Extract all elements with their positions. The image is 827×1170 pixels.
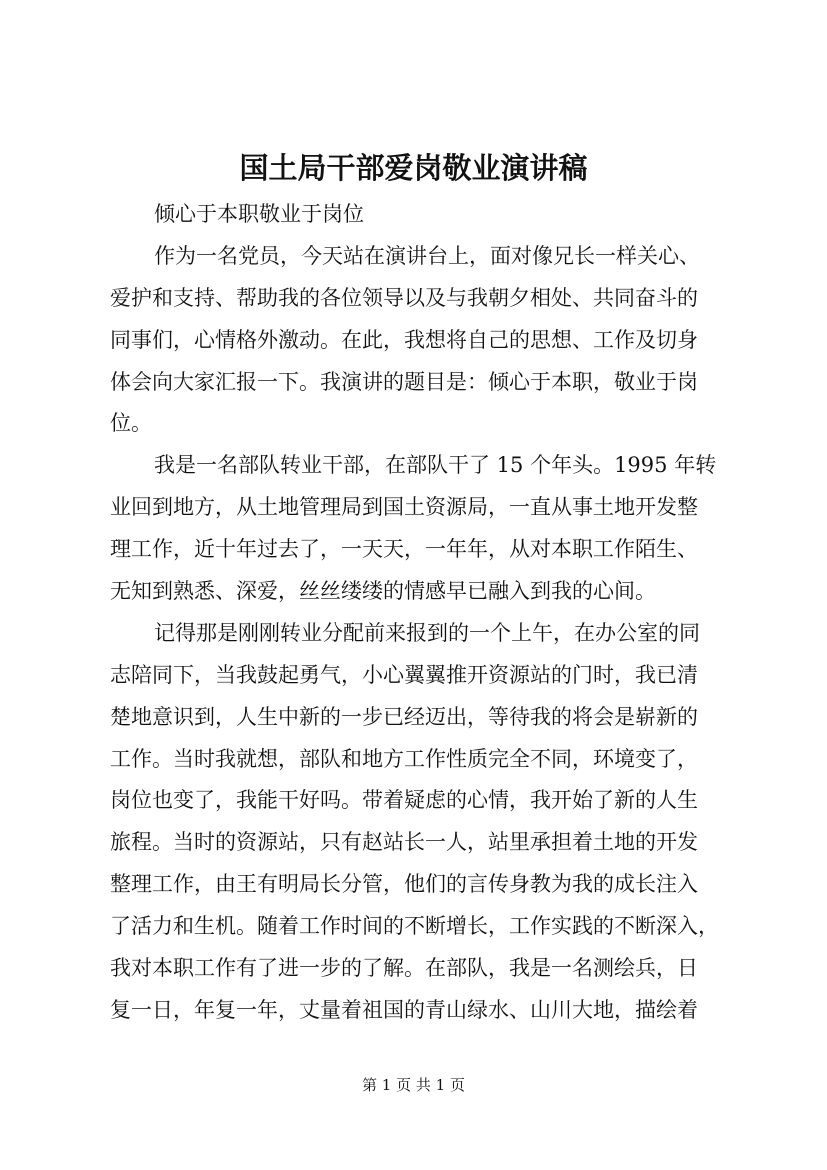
text-line: 倾心于本职敬业于岗位 [154,202,364,226]
text-line: 业回到地方，从土地管理局到国土资源局，一直从事土地开发整 [110,495,698,520]
text-line: 了活力和生机。随着工作时间的不断增长，工作实践的不断深入， [110,914,719,939]
text-line: 位。 [110,411,152,436]
text-line: 爱护和支持、帮助我的各位领导以及与我朝夕相处、共同奋斗的 [110,285,698,310]
text-line: 我是一名部队转业干部，在部队干了 15 个年头。1995 年转 [154,453,717,478]
text-line: 无知到熟悉、深爱，丝丝缕缕的情感早已融入到我的心间。 [110,579,656,604]
document-body [110,194,742,1032]
text-line: 作为一名党员，今天站在演讲台上，面对像兄长一样关心、 [154,243,700,268]
document-title: 国土局干部爱岗敬业演讲稿 [239,151,588,185]
text-line: 我对本职工作有了进一步的了解。在部队，我是一名测绘兵，日 [110,956,698,981]
text-line: 体会向大家汇报一下。我演讲的题目是：倾心于本职，敬业于岗 [110,369,698,394]
text-line: 工作。当时我就想，部队和地方工作性质完全不同，环境变了， [110,746,698,771]
text-line: 记得那是刚刚转业分配前来报到的一个上午，在办公室的同 [154,620,700,645]
text-line: 志陪同下，当我鼓起勇气，小心翼翼推开资源站的门时，我已清 [110,662,698,687]
text-line: 理工作，近十年过去了，一天天，一年年，从对本职工作陌生、 [110,537,698,562]
text-line: 整理工作，由王有明局长分管，他们的言传身教为我的成长注入 [110,872,698,897]
text-line: 复一日，年复一年，丈量着祖国的青山绿水、山川大地，描绘着 [110,997,698,1022]
text-line: 同事们，心情格外激动。在此，我想将自己的思想、工作及切身 [110,327,698,352]
page-footer: 第 1 页 共 1 页 [362,1076,465,1094]
text-line: 楚地意识到，人生中新的一步已经迈出，等待我的将会是崭新的 [110,704,698,729]
text-line: 岗位也变了，我能干好吗。带着疑虑的心情，我开始了新的人生 [110,788,698,813]
text-line: 旅程。当时的资源站，只有赵站长一人，站里承担着土地的开发 [110,830,698,855]
